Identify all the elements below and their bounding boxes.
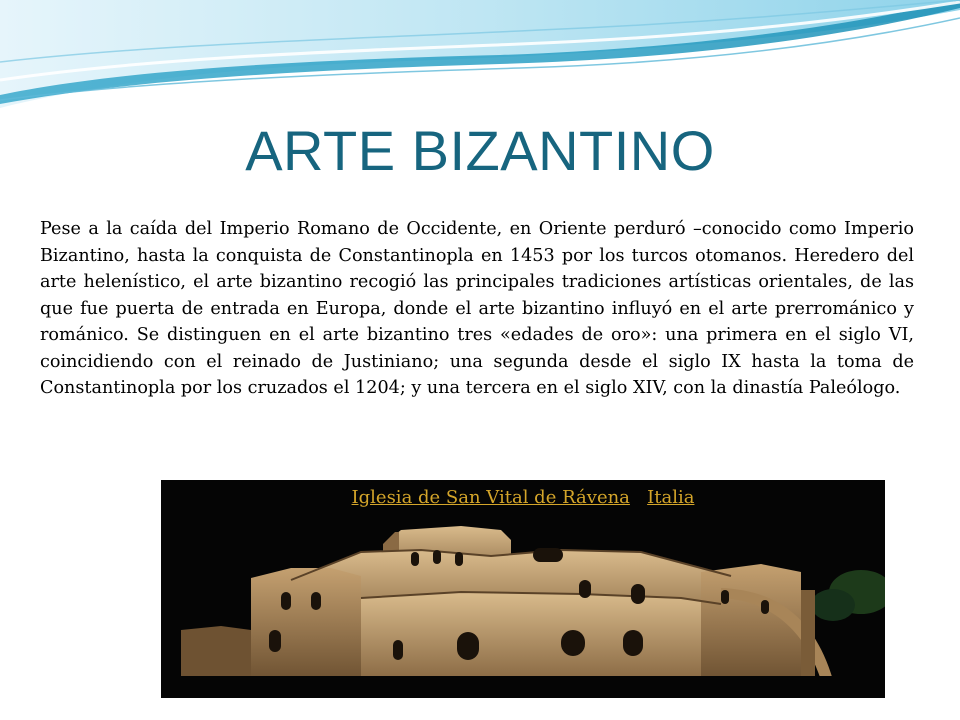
caption-separator	[636, 487, 642, 508]
slide-paragraph: Pese a la caída del Imperio Romano de Occidente, en Oriente perduró –conocido como Imperio Bizantino, hasta la conquista de Constantinopla en 1453 por los turcos otomanos. Heredero del arte helenístico, el arte bizantino recogió las principales tradiciones artísticas orientales, de las que fue puerta de entrada en Europa, donde el arte bizantino influyó en el arte prerrománico y románico. Se distinguen en el arte bizantino tres «edades de oro»: una primera en el siglo VI, coincidiendo con el reinado de Justiniano; una segunda desde el siglo IX hasta la toma de Constantinopla por los cruzados el 1204; y una tercera en el siglo XIV, con la dinastía Paleólogo.	[40, 219, 914, 398]
basilica-illustration	[161, 480, 885, 698]
caption-link-church[interactable]: Iglesia de San Vital de Rávena	[351, 487, 630, 508]
header-swoosh-decoration	[0, 0, 960, 125]
photo-caption	[161, 487, 885, 508]
basilica-photo	[161, 480, 885, 698]
caption-link-italy[interactable]: Italia	[647, 487, 695, 508]
slide-title: ARTE BIZANTINO	[245, 119, 715, 182]
